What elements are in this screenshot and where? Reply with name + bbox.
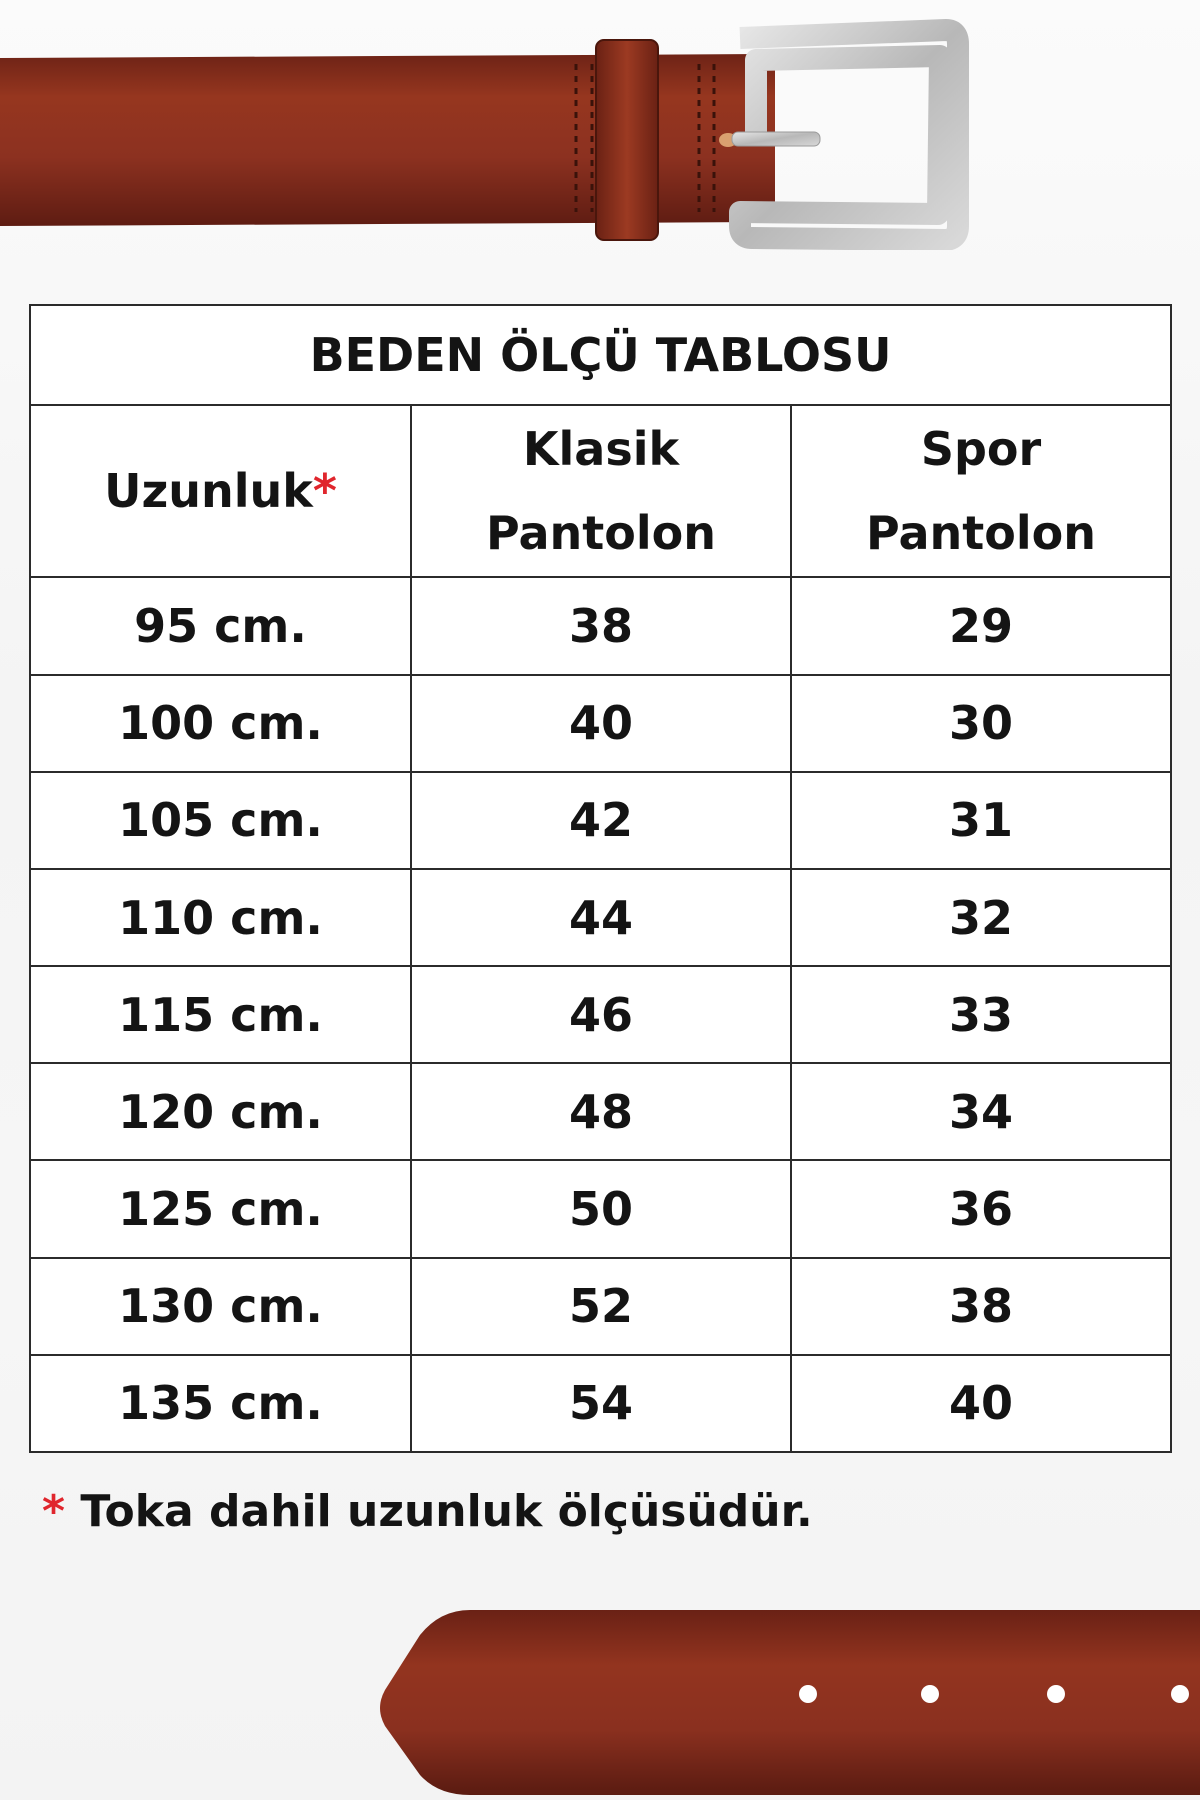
size-chart-table bbox=[29, 304, 1172, 1453]
header-sport-trousers bbox=[791, 405, 1171, 577]
belt-hole bbox=[921, 1685, 939, 1703]
footnote-marker: * bbox=[42, 1486, 66, 1537]
classic-size-cell: 52 bbox=[411, 1258, 791, 1355]
table-row bbox=[30, 1063, 1171, 1160]
belt-hole bbox=[799, 1685, 817, 1703]
length-cell: 135 cm. bbox=[30, 1355, 411, 1452]
table-row bbox=[30, 675, 1171, 772]
sport-size-cell: 34 bbox=[791, 1063, 1171, 1160]
length-cell: 95 cm. bbox=[30, 577, 411, 674]
belt-buckle-photo bbox=[0, 0, 1200, 250]
table-title: BEDEN ÖLÇÜ TABLOSU bbox=[30, 305, 1171, 405]
sport-size-cell: 31 bbox=[791, 772, 1171, 869]
table-row bbox=[30, 772, 1171, 869]
belt-hole bbox=[1047, 1685, 1065, 1703]
sport-size-cell: 38 bbox=[791, 1258, 1171, 1355]
length-cell: 125 cm. bbox=[30, 1160, 411, 1257]
header-length bbox=[30, 405, 411, 577]
table-row bbox=[30, 869, 1171, 966]
length-cell: 110 cm. bbox=[30, 869, 411, 966]
sport-size-cell: 30 bbox=[791, 675, 1171, 772]
classic-size-cell: 50 bbox=[411, 1160, 791, 1257]
sport-size-cell: 36 bbox=[791, 1160, 1171, 1257]
header-classic-line2: Pantolon bbox=[486, 506, 716, 561]
sport-size-cell: 33 bbox=[791, 966, 1171, 1063]
table-row bbox=[30, 577, 1171, 674]
length-cell: 115 cm. bbox=[30, 966, 411, 1063]
classic-size-cell: 48 bbox=[411, 1063, 791, 1160]
sport-size-cell: 40 bbox=[791, 1355, 1171, 1452]
classic-size-cell: 38 bbox=[411, 577, 791, 674]
header-classic-trousers bbox=[411, 405, 791, 577]
table-header-row bbox=[30, 405, 1171, 577]
table-title-row bbox=[30, 305, 1171, 405]
classic-size-cell: 46 bbox=[411, 966, 791, 1063]
classic-size-cell: 54 bbox=[411, 1355, 791, 1452]
table-row bbox=[30, 1258, 1171, 1355]
classic-size-cell: 44 bbox=[411, 869, 791, 966]
footnote-text: Toka dahil uzunluk ölçüsüdür. bbox=[80, 1486, 813, 1537]
belt-hole bbox=[1171, 1685, 1189, 1703]
sport-size-cell: 32 bbox=[791, 869, 1171, 966]
length-cell: 120 cm. bbox=[30, 1063, 411, 1160]
length-cell: 130 cm. bbox=[30, 1258, 411, 1355]
classic-size-cell: 40 bbox=[411, 675, 791, 772]
header-length-label: Uzunluk bbox=[104, 464, 313, 519]
sport-size-cell: 29 bbox=[791, 577, 1171, 674]
header-classic-line1: Klasik bbox=[522, 422, 680, 477]
length-cell: 105 cm. bbox=[30, 772, 411, 869]
table-row bbox=[30, 966, 1171, 1063]
table-row bbox=[30, 1355, 1171, 1452]
footnote bbox=[42, 1486, 813, 1537]
table-row bbox=[30, 1160, 1171, 1257]
length-cell: 100 cm. bbox=[30, 675, 411, 772]
header-sport-line2: Pantolon bbox=[866, 506, 1096, 561]
header-sport-line1: Spor bbox=[920, 422, 1042, 477]
belt-tip-photo bbox=[0, 1590, 1200, 1800]
classic-size-cell: 42 bbox=[411, 772, 791, 869]
asterisk-marker: * bbox=[312, 464, 337, 519]
